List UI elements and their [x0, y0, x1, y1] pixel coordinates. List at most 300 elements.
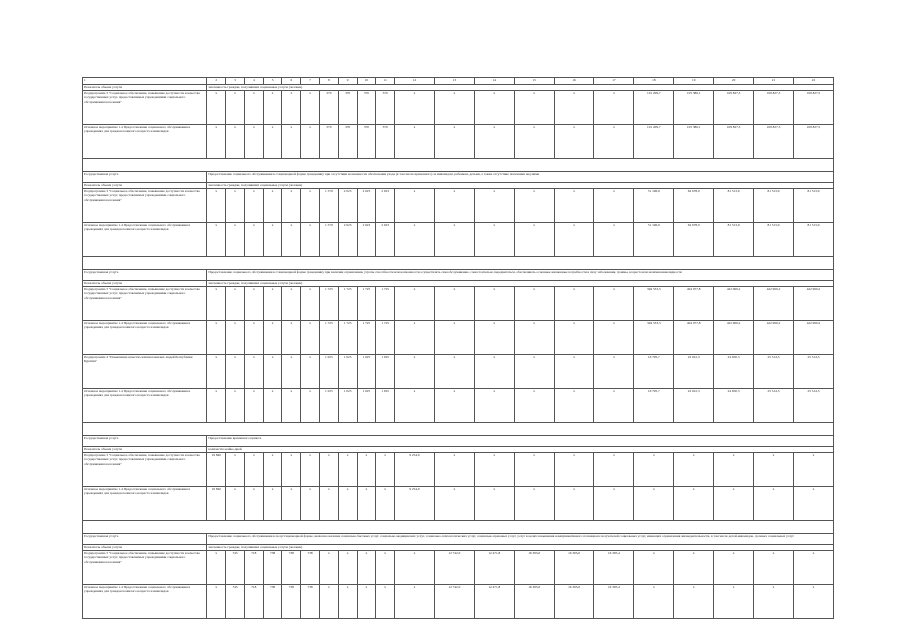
table-cell: х [674, 551, 714, 585]
table-cell: 2 023 [357, 189, 376, 223]
table-cell: х [207, 585, 226, 619]
service-description: Предоставление временного приюта [207, 436, 834, 447]
table-cell: 370 [357, 125, 376, 159]
table-cell: 25 514,3 [754, 389, 794, 423]
table-cell: х [263, 287, 282, 321]
table-cell: х [395, 585, 435, 619]
table-cell: х [474, 487, 514, 521]
table-cell: 718 [244, 585, 263, 619]
column-number: 12 [395, 78, 435, 85]
table-cell: х [338, 453, 357, 487]
table-cell: х [634, 551, 674, 585]
table-cell: х [376, 551, 395, 585]
table-cell: х [282, 91, 301, 125]
table-cell: 370 [376, 91, 395, 125]
table-cell: 394 533,3 [634, 287, 674, 321]
service-row [83, 534, 834, 545]
table-cell: х [207, 551, 226, 585]
service-row [83, 436, 834, 447]
table-cell: х [793, 585, 833, 619]
table-cell: 738 [301, 585, 320, 619]
table-cell: х [793, 487, 833, 521]
table-cell: 16 395,6 [514, 585, 554, 619]
table-cell: х [793, 551, 833, 585]
indicator-value: численность граждан, получивших социальные услуги (человек) [207, 545, 834, 551]
program-name: Подпрограмма 3 "Социальное обеспечение, повышение доступности и качества государственных услуг, предоставляемых учреждениями социального обслуживания населения" [83, 551, 207, 585]
table-cell: х [244, 189, 263, 223]
table-cell: х [514, 91, 554, 125]
program-name: Основное мероприятие 1.4 Предоставление социального обслуживания в учреждениях для граждан пожилого возраста и инвалидов [83, 321, 207, 355]
table-cell: 25 514,3 [754, 355, 794, 389]
table-cell: х [301, 287, 320, 321]
table-cell: х [474, 389, 514, 423]
column-number: 10 [357, 78, 376, 85]
program-name: Подпрограмма 3 "Социальное обеспечение, повышение доступности и качества государственных услуг, предоставляемых учреждениями социального обслуживания населения" [83, 189, 207, 223]
table-cell: х [226, 389, 245, 423]
column-number: 4 [244, 78, 263, 85]
table-cell: х [207, 125, 226, 159]
column-number: 9 [338, 78, 357, 85]
table-cell: х [263, 389, 282, 423]
table-cell: х [282, 487, 301, 521]
column-number: 2 [207, 78, 226, 85]
column-number: 16 [554, 78, 594, 85]
table-cell: 51 196,9 [634, 189, 674, 223]
table-cell: х [244, 125, 263, 159]
table-cell: 1 025 [357, 389, 376, 423]
table-row [83, 389, 834, 423]
table-cell: х [714, 487, 754, 521]
table-cell: 16 395,4 [594, 585, 634, 619]
spacer-row [83, 423, 834, 436]
table-row [83, 223, 834, 257]
table-cell: 738 [301, 551, 320, 585]
table-cell: х [554, 91, 594, 125]
table-cell: х [474, 125, 514, 159]
table-cell: х [395, 287, 435, 321]
table-cell: х [395, 125, 435, 159]
service-label: Государственная услуга [83, 436, 207, 447]
table-cell: х [207, 223, 226, 257]
table-cell: х [226, 355, 245, 389]
column-number: 3 [226, 78, 245, 85]
table-cell: х [474, 321, 514, 355]
table-cell: х [434, 355, 474, 389]
table-cell: х [754, 487, 794, 521]
table-cell: х [793, 453, 833, 487]
table-cell: х [434, 287, 474, 321]
table-cell: х [244, 389, 263, 423]
column-number: 22 [793, 78, 833, 85]
table-cell: х [754, 585, 794, 619]
table-cell: 1 025 [338, 355, 357, 389]
table-cell: 1 725 [357, 321, 376, 355]
table-cell: х [244, 487, 263, 521]
table-cell: 81 513,9 [754, 223, 794, 257]
service-label: Государственная услуга [83, 270, 207, 281]
spacer-cell [83, 159, 834, 172]
table-cell: 16 395,6 [514, 551, 554, 585]
table-cell: 422 900,2 [793, 287, 833, 321]
table-cell: 1 025 [376, 389, 395, 423]
table-cell: 1 725 [338, 321, 357, 355]
table-cell: х [207, 321, 226, 355]
table-cell: х [395, 189, 435, 223]
table-cell: 12 471,8 [474, 551, 514, 585]
table-cell: х [338, 487, 357, 521]
table-row [83, 355, 834, 389]
table-cell: 370 [319, 125, 338, 159]
table-cell: 370 [357, 91, 376, 125]
table-cell: 2 023 [338, 223, 357, 257]
column-number: 17 [594, 78, 634, 85]
table-cell: х [474, 91, 514, 125]
table-cell: х [594, 189, 634, 223]
table-cell: 16 395,6 [554, 551, 594, 585]
column-number: 14 [474, 78, 514, 85]
table-cell: х [634, 585, 674, 619]
table-cell: 24 650,3 [714, 355, 754, 389]
service-row [83, 270, 834, 281]
table-cell: х [226, 91, 245, 125]
table-cell: 12 742,0 [434, 585, 474, 619]
table-cell: х [301, 321, 320, 355]
table-cell: х [434, 321, 474, 355]
table-cell: 1 725 [338, 287, 357, 321]
table-cell: х [714, 551, 754, 585]
table-cell: х [514, 389, 554, 423]
table-cell: х [594, 125, 634, 159]
table-cell: х [554, 223, 594, 257]
table-cell: х [282, 189, 301, 223]
table-cell: 2 023 [338, 189, 357, 223]
column-number: 19 [674, 78, 714, 85]
table-cell: х [554, 189, 594, 223]
table-cell: х [319, 585, 338, 619]
table-cell: х [514, 125, 554, 159]
table-cell: х [474, 453, 514, 487]
table-cell: 9 254,0 [395, 487, 435, 521]
table-cell: 62 678,0 [674, 189, 714, 223]
table-cell: х [554, 125, 594, 159]
table-row [83, 487, 834, 521]
table-cell: х [263, 321, 282, 355]
service-label: Государственная услуга [83, 172, 207, 183]
table-cell: 404 077,8 [674, 287, 714, 321]
table-cell: х [434, 453, 474, 487]
table-cell: 422 900,2 [754, 287, 794, 321]
table-cell: х [207, 91, 226, 125]
table-cell: х [434, 389, 474, 423]
table-cell: х [282, 321, 301, 355]
table-cell: 109 827,5 [793, 91, 833, 125]
table-cell: 422 900,2 [793, 321, 833, 355]
table-cell: х [282, 287, 301, 321]
indicator-value: численность граждан, получивших социальные услуги (человек) [207, 281, 834, 287]
table-cell: х [714, 585, 754, 619]
table-cell: х [263, 355, 282, 389]
table-cell: х [226, 321, 245, 355]
table-cell: х [244, 223, 263, 257]
table-cell: 109 827,3 [714, 125, 754, 159]
table-cell: 25 514,3 [793, 355, 833, 389]
column-number: 18 [634, 78, 674, 85]
program-name: Подпрограмма 3 "Социальное обеспечение, повышение доступности и качества государственных услуг, предоставляемых учреждениями социального обслуживания населения" [83, 91, 207, 125]
table-cell: 1 025 [338, 389, 357, 423]
program-name: Основное мероприятие 1.4 Предоставление социального обслуживания в учреждениях для граждан пожилого возраста и инвалидов [83, 585, 207, 619]
table-cell: х [434, 125, 474, 159]
program-name: Основное мероприятие 1.4 Предоставление социального обслуживания в учреждениях для граждан пожилого возраста и инвалидов [83, 487, 207, 521]
table-cell: х [357, 487, 376, 521]
table-cell: х [514, 487, 554, 521]
table-cell: 1 025 [376, 355, 395, 389]
table-cell: 81 513,9 [714, 189, 754, 223]
table-cell: х [263, 223, 282, 257]
indicator-label: Показатель объема услуги [83, 447, 207, 453]
spacer-row [83, 257, 834, 270]
table-cell: 422 900,2 [714, 321, 754, 355]
table-cell: х [376, 453, 395, 487]
table-cell: х [376, 585, 395, 619]
table-cell: х [395, 321, 435, 355]
table-cell: х [594, 287, 634, 321]
column-number: 15 [514, 78, 554, 85]
table-cell: 738 [282, 551, 301, 585]
table-cell: х [594, 389, 634, 423]
table-cell: х [474, 355, 514, 389]
table-cell: х [244, 355, 263, 389]
spacer-cell [83, 521, 834, 534]
table-cell: х [301, 91, 320, 125]
table-cell: х [434, 487, 474, 521]
table-cell: 12 471,8 [474, 585, 514, 619]
table-cell: 370 [376, 125, 395, 159]
table-row [83, 321, 834, 355]
table-cell: х [395, 223, 435, 257]
table-cell: х [301, 189, 320, 223]
table-cell: х [263, 125, 282, 159]
table-cell: 1 725 [357, 287, 376, 321]
table-cell: х [434, 91, 474, 125]
table-row [83, 125, 834, 159]
table-cell: х [395, 389, 435, 423]
service-description: Предоставление социального обслуживания в стационарной форме гражданину при отсутствии возможности обеспечения ухода (в том числе временного) за инвалидом, ребенком, детьми, а также отсутствие попечения над ними [207, 172, 834, 183]
table-cell: 101 209,7 [634, 125, 674, 159]
table-cell: 738 [263, 551, 282, 585]
table-cell: х [634, 453, 674, 487]
table-cell: х [674, 453, 714, 487]
table-cell: 370 [338, 125, 357, 159]
table-cell: х [263, 91, 282, 125]
table-cell: х [244, 91, 263, 125]
table-cell: 718 [244, 551, 263, 585]
table-cell: х [263, 453, 282, 487]
table-cell: х [634, 487, 674, 521]
table-cell: 1 579 [319, 189, 338, 223]
table-cell: х [282, 389, 301, 423]
table-cell: х [514, 223, 554, 257]
table-cell: 1 025 [319, 355, 338, 389]
table-cell: х [474, 223, 514, 257]
table-cell: 22 041,3 [674, 389, 714, 423]
table-cell: 109 827,3 [714, 91, 754, 125]
table-cell: 370 [338, 91, 357, 125]
program-name: Подпрограмма 3 "Социальное обеспечение, повышение доступности и качества государственных услуг, предоставляемых учреждениями социального обслуживания населения" [83, 287, 207, 321]
table-cell: 22 041,3 [674, 355, 714, 389]
table-cell: х [376, 487, 395, 521]
table-cell: х [594, 321, 634, 355]
indicator-label: Показатель объема услуги [83, 85, 207, 91]
column-number: 21 [754, 78, 794, 85]
table-cell: 105 386,1 [674, 91, 714, 125]
service-label: Государственная услуга [83, 534, 207, 545]
table-cell: х [301, 453, 320, 487]
table-row [83, 453, 834, 487]
table-cell: 109 827,5 [793, 125, 833, 159]
table-cell: 422 900,2 [714, 287, 754, 321]
program-name: Подпрограмма 3 "Социальное обеспечение, повышение доступности и качества государственных услуг, предоставляемых учреждениями социального обслуживания населения" [83, 453, 207, 487]
column-number: 13 [434, 78, 474, 85]
table-cell: х [301, 223, 320, 257]
table-cell: х [319, 453, 338, 487]
table-cell: 370 [319, 91, 338, 125]
table-cell: 19 840 [207, 453, 226, 487]
program-name: Подпрограмма 4 "Повышение качества жизни пожилых людей Республики Бурятия" [83, 355, 207, 389]
table-cell: 81 513,9 [754, 189, 794, 223]
table-cell: х [514, 453, 554, 487]
indicator-label: Показатель объема услуги [83, 183, 207, 189]
program-name: Основное мероприятие 1.4 Предоставление социального обслуживания в учреждениях для граждан пожилого возраста и инвалидов [83, 125, 207, 159]
indicator-label: Показатель объема услуги [83, 545, 207, 551]
table-cell: 1 725 [319, 321, 338, 355]
table-cell: х [301, 389, 320, 423]
table-cell: 9 254,0 [395, 453, 435, 487]
table-cell: х [207, 355, 226, 389]
table-cell: х [714, 453, 754, 487]
table-cell: 738 [282, 585, 301, 619]
table-cell: 16 795,7 [634, 389, 674, 423]
table-cell: 404 077,8 [674, 321, 714, 355]
table-cell: х [244, 453, 263, 487]
table-cell: 422 900,2 [754, 321, 794, 355]
table-cell: х [514, 355, 554, 389]
table-cell: х [554, 321, 594, 355]
table-cell: х [514, 321, 554, 355]
table-cell: х [263, 189, 282, 223]
table-cell: х [282, 355, 301, 389]
table-cell: х [434, 189, 474, 223]
table-row [83, 585, 834, 619]
table-cell: х [554, 453, 594, 487]
table-cell: х [282, 453, 301, 487]
table-cell: 1 025 [319, 389, 338, 423]
table-cell: х [282, 125, 301, 159]
table-cell: 1 725 [319, 287, 338, 321]
table-cell: х [395, 551, 435, 585]
table-cell: 394 533,3 [634, 321, 674, 355]
service-row [83, 172, 834, 183]
table-cell: х [395, 355, 435, 389]
column-number: 8 [319, 78, 338, 85]
table-cell: х [594, 355, 634, 389]
table-cell: 81 513,9 [714, 223, 754, 257]
spacer-row [83, 521, 834, 534]
indicator-value: количество койко-дней [207, 447, 834, 453]
table-cell: х [263, 487, 282, 521]
table-cell: х [207, 189, 226, 223]
table-cell: 105 386,1 [674, 125, 714, 159]
table-cell: х [226, 189, 245, 223]
table-cell: 2 023 [357, 223, 376, 257]
spacer-row [83, 159, 834, 172]
indicator-value: численность граждан, получивших социальные услуги (человек) [207, 183, 834, 189]
table-cell: х [514, 189, 554, 223]
table-cell: 25 514,3 [793, 389, 833, 423]
table-cell: 101 209,7 [634, 91, 674, 125]
table-cell: х [674, 487, 714, 521]
table-row [83, 287, 834, 321]
header-row [83, 78, 834, 85]
table-cell: 745 [226, 585, 245, 619]
column-number: 1 [83, 78, 207, 85]
table-cell: х [594, 91, 634, 125]
table-cell: х [226, 125, 245, 159]
table-cell: х [594, 453, 634, 487]
table-cell: 16 395,6 [554, 585, 594, 619]
table-cell: х [514, 287, 554, 321]
table-row [83, 551, 834, 585]
table-cell: х [244, 321, 263, 355]
column-number: 11 [376, 78, 395, 85]
table-row [83, 91, 834, 125]
column-number: 5 [263, 78, 282, 85]
table-cell: х [338, 585, 357, 619]
table-cell: 109 827,3 [754, 125, 794, 159]
table-cell: х [207, 389, 226, 423]
table-cell: х [754, 453, 794, 487]
table-cell: 19 840 [207, 487, 226, 521]
table-cell: х [226, 487, 245, 521]
table-cell: х [319, 487, 338, 521]
table-cell: х [395, 91, 435, 125]
indicator-value: численность граждан, получивших социальные услуги (человек) [207, 85, 834, 91]
table-cell: х [474, 287, 514, 321]
table-cell: х [554, 355, 594, 389]
table-cell: 738 [263, 585, 282, 619]
spacer-cell [83, 423, 834, 436]
table-cell: 81 513,9 [793, 189, 833, 223]
table-cell: х [357, 551, 376, 585]
table-cell: х [554, 287, 594, 321]
table-cell: 12 742,0 [434, 551, 474, 585]
table-cell: 1 725 [376, 287, 395, 321]
table-cell: 62 678,0 [674, 223, 714, 257]
table-cell: х [674, 585, 714, 619]
table-cell: х [319, 551, 338, 585]
table-cell: 16 395,4 [594, 551, 634, 585]
column-number: 20 [714, 78, 754, 85]
data-table [82, 77, 834, 619]
table-cell: х [338, 551, 357, 585]
table-cell: х [554, 389, 594, 423]
indicator-label: Показатель объема услуги [83, 281, 207, 287]
table-cell: х [594, 487, 634, 521]
table-cell: х [594, 223, 634, 257]
table-cell: 1 725 [376, 321, 395, 355]
table-cell: х [301, 355, 320, 389]
table-row [83, 189, 834, 223]
table-cell: х [301, 487, 320, 521]
